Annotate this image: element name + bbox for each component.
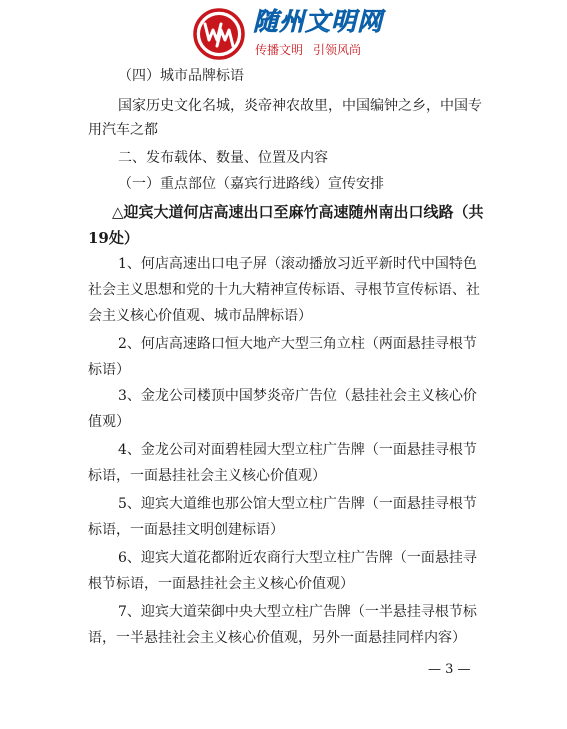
site-title: 随州文明网	[253, 7, 384, 36]
slogan-part-1: 传播文明	[255, 43, 304, 57]
wm-emblem-icon	[193, 8, 245, 60]
subheading-key-locations: （一）重点部位（嘉宾行进路线）宣传安排	[118, 176, 384, 192]
list-item-cont: 社会主义思想和党的十九大精神宣传标语、寻根节宣传标语、社	[88, 282, 480, 298]
list-item-cont: 会主义核心价值观、城市品牌标语）	[88, 308, 312, 324]
page-number: — 3 —	[428, 662, 471, 677]
paragraph-line: 国家历史文化名城，炎帝神农故里，中国编钟之乡，中国专	[118, 98, 482, 114]
route-heading-count: 19处）	[88, 229, 139, 247]
list-item: 4、金龙公司对面碧桂园大型立柱广告牌（一面悬挂寻根节	[118, 442, 477, 458]
subheading-brand-slogans: （四）城市品牌标语	[118, 68, 244, 84]
list-item: 6、迎宾大道花都附近农商行大型立柱广告牌（一面悬挂寻	[118, 550, 477, 566]
list-item: 5、迎宾大道维也那公馆大型立柱广告牌（一面悬挂寻根节	[118, 496, 477, 512]
list-item-cont: 标语，一面悬挂文明创建标语）	[88, 522, 284, 538]
list-item: 1、何店高速出口电子屏（滚动播放习近平新时代中国特色	[118, 256, 477, 272]
route-heading: △迎宾大道何店高速出口至麻竹高速随州南出口线路（共	[112, 203, 484, 221]
site-logo[interactable]	[193, 6, 383, 62]
list-item: 3、金龙公司楼顶中国梦炎帝广告位（悬挂社会主义核心价	[118, 388, 477, 404]
list-item: 2、何店高速路口恒大地产大型三角立柱（两面悬挂寻根节	[118, 336, 477, 352]
section-heading: 二、发布载体、数量、位置及内容	[118, 150, 328, 166]
site-slogan	[255, 42, 361, 58]
list-item-cont: 标语，一面悬挂社会主义核心价值观）	[88, 468, 326, 484]
slogan-part-2: 引领风尚	[313, 43, 362, 57]
list-item-cont: 值观）	[88, 414, 130, 430]
list-item: 7、迎宾大道荣御中央大型立柱广告牌（一半悬挂寻根节标	[118, 604, 477, 620]
list-item-cont: 标语）	[88, 362, 130, 378]
list-item-cont: 根节标语，一面悬挂社会主义核心价值观）	[88, 576, 354, 592]
list-item-cont: 语，一半悬挂社会主义核心价值观，另外一面悬挂同样内容）	[88, 630, 466, 646]
paragraph-line: 用汽车之都	[88, 122, 158, 138]
